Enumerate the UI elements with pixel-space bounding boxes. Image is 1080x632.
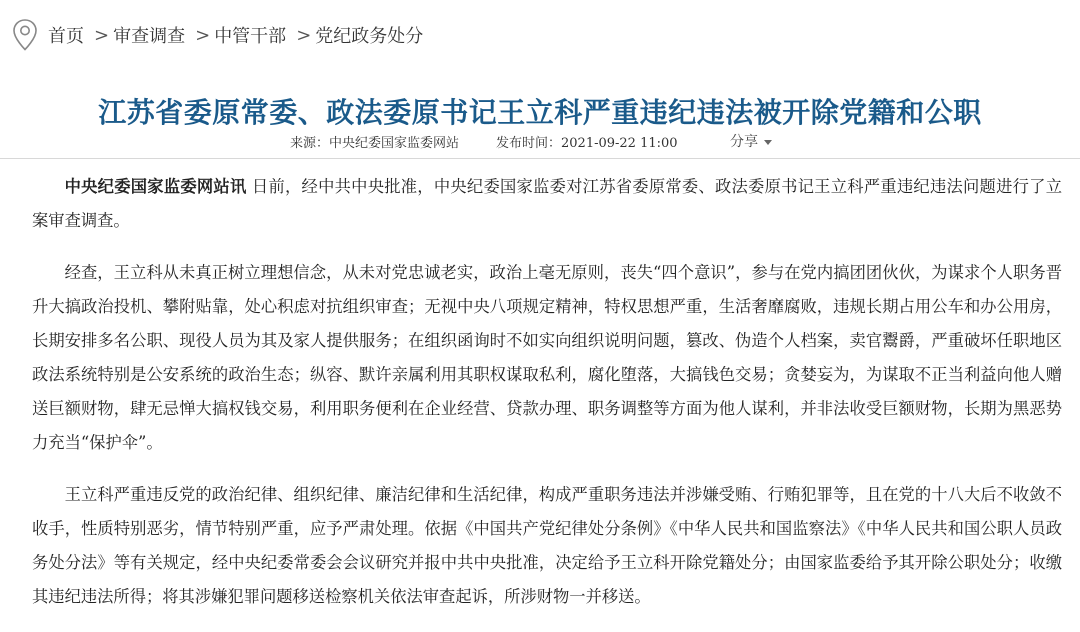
breadcrumb-investigation-link[interactable]: 审查调查 bbox=[113, 26, 186, 47]
article-lead: 中央纪委国家监委网站讯 bbox=[64, 177, 247, 196]
caret-down-icon bbox=[764, 140, 772, 145]
share-button[interactable] bbox=[730, 131, 772, 151]
breadcrumb-separator: > bbox=[195, 24, 211, 46]
breadcrumb-home-link[interactable]: 首页 bbox=[48, 26, 84, 47]
breadcrumb bbox=[12, 18, 423, 52]
article-meta bbox=[0, 130, 1080, 152]
header-divider bbox=[0, 158, 1080, 159]
location-pin-icon bbox=[12, 18, 38, 52]
article-paragraph-1 bbox=[32, 170, 1062, 238]
breadcrumb-separator: > bbox=[296, 24, 312, 46]
breadcrumb-discipline-link[interactable]: 党纪政务处分 bbox=[315, 26, 424, 47]
breadcrumb-central-cadres-link[interactable]: 中管干部 bbox=[214, 26, 287, 47]
article-body bbox=[32, 170, 1062, 632]
breadcrumb-separator: > bbox=[94, 24, 110, 46]
article-paragraph-3: 王立科严重违反党的政治纪律、组织纪律、廉洁纪律和生活纪律，构成严重职务违法并涉嫌受贿、行贿犯罪等，且在党的十八大后不收敛不收手，性质特别恶劣，情节特别严重，应予严肃处理。依据《中国共产党纪律处分条例》《中华人民共和国监察法》《中华人民共和国公职人员政务处分法》等有关规定，经中央纪委常委会会议研究并报中共中央批准，决定给予王立科开除党籍处分；由国家监委给予其开除公职处分；收缴其违纪违法所得；将其涉嫌犯罪问题移送检察机关依法审查起诉，所涉财物一并移送。 bbox=[32, 485, 1062, 606]
article-publish-time: 发布时间：2021-09-22 11:00 bbox=[496, 136, 678, 151]
share-label: 分享 bbox=[730, 134, 758, 150]
article-paragraph-2: 经查，王立科从未真正树立理想信念，从未对党忠诚老实，政治上毫无原则，丧失“四个意识”，参与在党内搞团团伙伙，为谋求个人职务晋升大搞政治投机、攀附贴靠，处心积虑对抗组织审查；无视中央八项规定精神，特权思想严重，生活奢靡腐败，违规长期占用公车和办公用房，长期安排多名公职、现役人员为其及家人提供服务；在组织函询时不如实向组织说明问题，篡改、伪造个人档案，卖官鬻爵，严重破坏任职地区政法系统特别是公安系统的政治生态；纵容、默许亲属利用其职权谋取私利，腐化堕落，大搞钱色交易；贪婪妄为，为谋取不正当利益向他人赠送巨额财物，肆无忌惮大搞权钱交易，利用职务便利在企业经营、贷款办理、职务调整等方面为他人谋利，并非法收受巨额财物，长期为黑恶势力充当“保护伞”。 bbox=[32, 263, 1062, 452]
article-paragraph-1-text: 日前，经中共中央批准，中央纪委国家监委对江苏省委原常委、政法委原书记王立科严重违纪违法问题进行了立案审查调查。 bbox=[32, 177, 1062, 230]
article-source: 来源：中央纪委国家监委网站 bbox=[290, 136, 460, 151]
article-title: 江苏省委原常委、政法委原书记王立科严重违纪违法被开除党籍和公职 bbox=[98, 95, 982, 129]
